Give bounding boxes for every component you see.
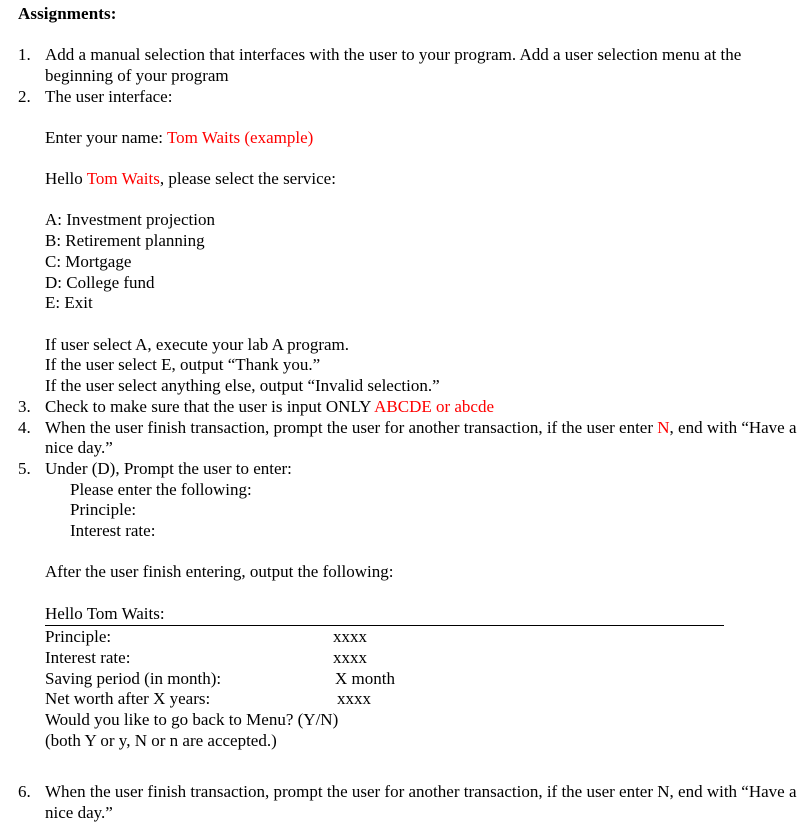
- output-table-header: Hello Tom Waits:: [45, 603, 165, 623]
- service-menu-option-e: E: Exit: [45, 293, 93, 313]
- enter-name-prompt-line: [45, 128, 812, 149]
- list-item-4-text-before: When the user finish transaction, prompt the user for another transaction, if the user enter: [45, 417, 658, 437]
- spacer: [0, 583, 812, 604]
- spacer: [0, 752, 812, 773]
- spacer: [45, 149, 812, 170]
- selection-rule-a: If user select A, execute your lab A program.: [45, 334, 350, 354]
- list-item-6-text: When the user finish transaction, prompt the user for another transaction, if the user enter N, end with “Have a nice day.”: [45, 782, 797, 822]
- list-item-4-text-highlight: N: [657, 417, 670, 437]
- spacer: [0, 107, 812, 128]
- list-item-6-number: 6.: [18, 782, 31, 802]
- list-item-4-text: [45, 418, 812, 459]
- table-row: [45, 627, 812, 648]
- greeting-name: Tom Waits: [86, 169, 160, 189]
- output-row-principle-label: Principle:: [45, 627, 112, 647]
- list-item-5-number: 5.: [18, 458, 31, 478]
- list-item-2-text: The user interface:: [45, 86, 173, 106]
- service-menu-option-d: D: College fund: [45, 272, 155, 292]
- output-row-principle-value: xxxx: [333, 627, 367, 647]
- greeting-line: [45, 169, 812, 190]
- list-item-2-number: 2.: [18, 86, 31, 106]
- service-menu-option-b: B: Retirement planning: [45, 231, 205, 251]
- selection-rule-invalid: If the user select anything else, output “Invalid selection.”: [45, 376, 440, 396]
- output-return-question: Would you like to go back to Menu? (Y/N): [45, 710, 339, 730]
- table-row: [45, 648, 812, 669]
- spacer: [0, 772, 812, 782]
- table-row: [45, 669, 812, 690]
- greeting-suffix: , please select the service:: [159, 169, 336, 189]
- table-row: [45, 689, 812, 710]
- output-table-divider: [45, 625, 724, 626]
- list-item-4-number: 4.: [18, 417, 31, 437]
- service-menu-option-c: C: Mortgage: [45, 251, 132, 271]
- input-prompt-principle: Principle:: [70, 500, 137, 520]
- list-item-1: [0, 45, 812, 86]
- output-row-net-worth-value: xxxx: [337, 689, 371, 709]
- input-prompt-intro: Please enter the following:: [70, 479, 252, 499]
- list-item-1-text: Add a manual selection that interfaces with the user to your program. Add a user selection menu at the beginning of your program: [45, 45, 742, 85]
- output-row-saving-period-value: X month: [335, 668, 395, 688]
- enter-name-value: Tom Waits (example): [166, 127, 314, 147]
- list-item-3-number: 3.: [18, 396, 31, 416]
- output-accepted-note: (both Y or y, N or n are accepted.): [45, 730, 277, 750]
- list-item-1-number: 1.: [18, 45, 31, 65]
- list-item-3-text-highlight: ABCDE or abcde: [374, 396, 495, 416]
- page-title: Assignments:: [18, 4, 117, 23]
- list-item-4: [0, 418, 812, 459]
- output-row-saving-period-label: Saving period (in month):: [45, 668, 222, 688]
- after-entering-label: After the user finish entering, output the following:: [45, 562, 394, 582]
- list-item-5-text: Under (D), Prompt the user to enter:: [45, 458, 292, 478]
- spacer: [0, 542, 812, 563]
- output-row-interest-rate-value: xxxx: [333, 648, 367, 668]
- selection-rule-e: If the user select E, output “Thank you.”: [45, 355, 321, 375]
- list-item-3-text: [45, 397, 812, 418]
- spacer: [45, 190, 812, 211]
- input-prompt-block: [0, 480, 812, 542]
- spacer: [0, 25, 812, 46]
- list-item-3: [0, 397, 812, 418]
- list-item-4-text-after: , end with “Have a nice day.”: [45, 417, 797, 458]
- output-row-interest-rate-label: Interest rate:: [45, 648, 131, 668]
- list-item-5: [0, 459, 812, 480]
- enter-name-label: Enter your name:: [45, 127, 167, 147]
- service-menu-option-a: A: Investment projection: [45, 210, 215, 230]
- greeting-prefix: Hello: [45, 169, 87, 189]
- input-prompt-interest-rate: Interest rate:: [70, 521, 156, 541]
- list-item-6: [0, 782, 812, 823]
- ui-mockup-block: [0, 128, 812, 397]
- output-table: [0, 604, 812, 752]
- after-entering-label-block: [0, 562, 812, 583]
- assignments-list: [0, 45, 812, 823]
- list-item-3-text-plain: Check to make sure that the user is input ONLY: [45, 396, 375, 416]
- spacer: [45, 314, 812, 335]
- list-item-2: [0, 87, 812, 108]
- output-row-net-worth-label: Net worth after X years:: [45, 689, 211, 709]
